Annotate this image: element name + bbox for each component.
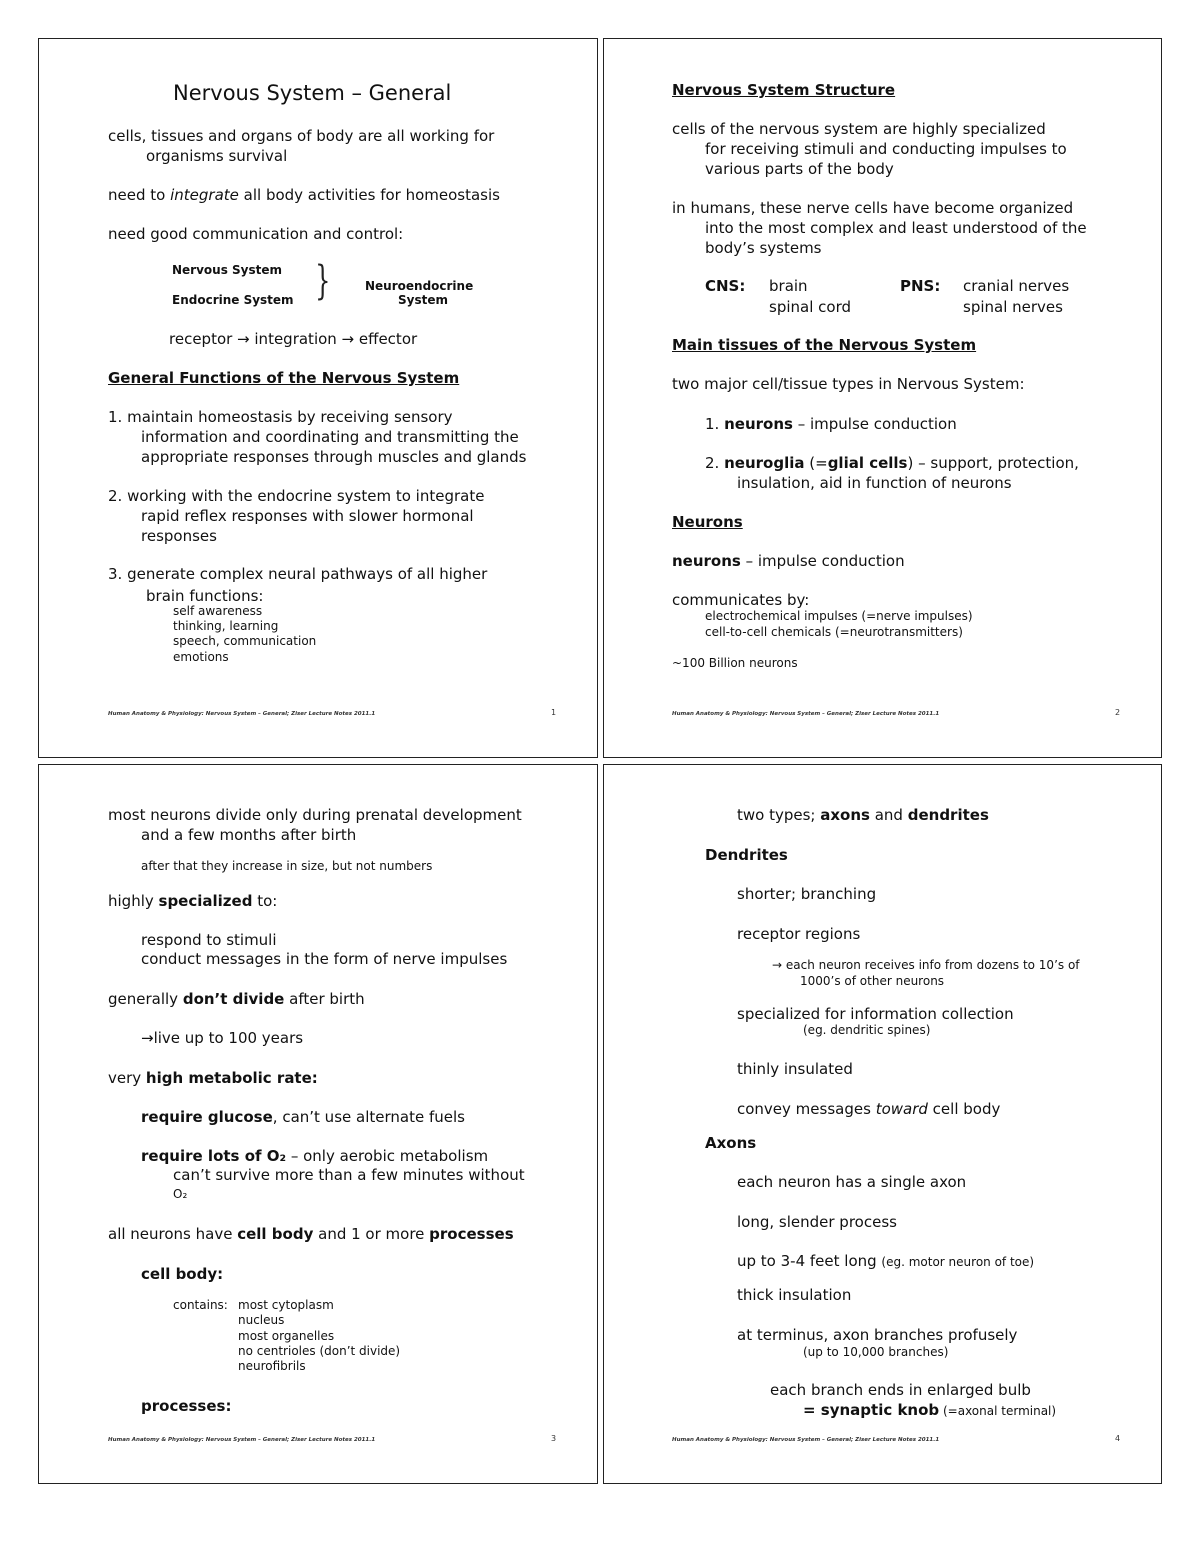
sub-item: cell-to-cell chemicals (=neurotransmitters) (705, 625, 963, 639)
paragraph: very high metabolic rate: (108, 1069, 318, 1087)
paragraph: thinly insulated (737, 1060, 853, 1078)
list-item: 1. neurons – impulse conduction (705, 415, 957, 433)
slide-1 (38, 38, 598, 758)
cns-label: CNS: (705, 277, 746, 295)
note: (eg. dendritic spines) (803, 1023, 931, 1037)
pns-label: PNS: (900, 277, 941, 295)
paragraph: conduct messages in the form of nerve impulses (141, 950, 508, 968)
paragraph: can’t survive more than a few minutes without (173, 1166, 525, 1184)
paragraph: O₂ (173, 1187, 188, 1201)
list-item: appropriate responses through muscles and glands (141, 448, 527, 466)
paragraph: = synaptic knob (=axonal terminal) (803, 1401, 1057, 1419)
sub-heading: Axons (705, 1134, 757, 1152)
page-number: 2 (1115, 708, 1121, 717)
system-label: Endocrine System (172, 293, 294, 307)
list-item: 2. working with the endocrine system to integrate (108, 487, 485, 505)
note: (up to 10,000 branches) (803, 1345, 949, 1359)
neuroendocrine-label: Neuroendocrine (365, 279, 474, 293)
paragraph: two major cell/tissue types in Nervous System: (672, 375, 1025, 393)
paragraph: all neurons have cell body and 1 or more processes (108, 1225, 514, 1243)
sub-item: most cytoplasm (238, 1298, 334, 1312)
sub-item: emotions (173, 650, 229, 664)
contains-label: contains: (173, 1298, 228, 1312)
sub-item: nucleus (238, 1313, 285, 1327)
sub-item: neurofibrils (238, 1359, 306, 1373)
slide-4 (603, 764, 1162, 1484)
paragraph: various parts of the body (705, 160, 894, 178)
sub-item: no centrioles (don’t divide) (238, 1344, 401, 1358)
paragraph: in humans, these nerve cells have become organized (672, 199, 1074, 217)
paragraph: require glucose, can’t use alternate fuels (141, 1108, 465, 1126)
sub-item: self awareness (173, 604, 263, 618)
list-item: brain functions: (146, 587, 264, 605)
page-number: 3 (551, 1434, 557, 1443)
paragraph: need good communication and control: (108, 225, 404, 243)
paragraph: →live up to 100 years (141, 1029, 304, 1047)
section-heading: Main tissues of the Nervous System (672, 336, 977, 354)
flow-line: receptor → integration → effector (169, 330, 418, 348)
paragraph: receptor regions (737, 925, 861, 943)
footer: Human Anatomy & Physiology: Nervous System – General; Ziser Lecture Notes 2011.1 (672, 1437, 940, 1443)
paragraph: generally don’t divide after birth (108, 990, 365, 1008)
slide-2 (603, 38, 1162, 758)
paragraph: respond to stimuli (141, 931, 277, 949)
sub-heading: Dendrites (705, 846, 788, 864)
note: after that they increase in size, but not numbers (141, 859, 433, 873)
cns-item: spinal cord (769, 298, 851, 316)
footer: Human Anatomy & Physiology: Nervous System – General; Ziser Lecture Notes 2011.1 (672, 711, 940, 717)
list-item: 3. generate complex neural pathways of all higher (108, 565, 488, 583)
paragraph: long, slender process (737, 1213, 897, 1231)
paragraph: ~100 Billion neurons (672, 656, 798, 670)
page-number: 1 (551, 708, 557, 717)
slide-title: Nervous System – General (173, 81, 452, 105)
sub-item: electrochemical impulses (=nerve impulses) (705, 609, 973, 623)
paragraph: and a few months after birth (141, 826, 357, 844)
paragraph: neurons – impulse conduction (672, 552, 905, 570)
note: → each neuron receives info from dozens to 10’s of (772, 958, 1080, 972)
sub-heading: cell body: (141, 1265, 224, 1283)
note: 1000’s of other neurons (800, 974, 945, 988)
paragraph: up to 3-4 feet long (eg. motor neuron of toe) (737, 1252, 1035, 1270)
paragraph: into the most complex and least understood of the (705, 219, 1087, 237)
footer: Human Anatomy & Physiology: Nervous System – General; Ziser Lecture Notes 2011.1 (108, 1437, 376, 1443)
list-item: information and coordinating and transmitting the (141, 428, 519, 446)
paragraph: convey messages toward cell body (737, 1100, 1001, 1118)
brace-icon: } (315, 258, 331, 304)
paragraph: most neurons divide only during prenatal development (108, 806, 522, 824)
cns-item: brain (769, 277, 808, 295)
paragraph: cells, tissues and organs of body are all working for (108, 127, 495, 145)
paragraph: thick insulation (737, 1286, 852, 1304)
paragraph: shorter; branching (737, 885, 877, 903)
paragraph: need to integrate all body activities for homeostasis (108, 186, 500, 204)
paragraph: highly specialized to: (108, 892, 278, 910)
list-item: 2. neuroglia (=glial cells) – support, protection, (705, 454, 1079, 472)
list-item: responses (141, 527, 217, 545)
paragraph: each neuron has a single axon (737, 1173, 967, 1191)
neuroendocrine-label: System (398, 293, 448, 307)
sub-item: most organelles (238, 1329, 335, 1343)
paragraph: organisms survival (146, 147, 288, 165)
paragraph: for receiving stimuli and conducting impulses to (705, 140, 1067, 158)
section-heading: Neurons (672, 513, 743, 531)
list-item: insulation, aid in function of neurons (737, 474, 1012, 492)
page-number: 4 (1115, 1434, 1121, 1443)
sub-item: speech, communication (173, 634, 317, 648)
sub-heading: processes: (141, 1397, 232, 1415)
footer: Human Anatomy & Physiology: Nervous System – General; Ziser Lecture Notes 2011.1 (108, 711, 376, 717)
slide-3 (38, 764, 598, 1484)
section-heading: General Functions of the Nervous System (108, 369, 460, 387)
paragraph: cells of the nervous system are highly specialized (672, 120, 1046, 138)
list-item: rapid reflex responses with slower hormonal (141, 507, 474, 525)
section-heading: Nervous System Structure (672, 81, 896, 99)
paragraph: specialized for information collection (737, 1005, 1014, 1023)
pns-item: spinal nerves (963, 298, 1063, 316)
paragraph: at terminus, axon branches profusely (737, 1326, 1018, 1344)
paragraph: two types; axons and dendrites (737, 806, 989, 824)
paragraph: body’s systems (705, 239, 822, 257)
list-item: 1. maintain homeostasis by receiving sensory (108, 408, 453, 426)
pns-item: cranial nerves (963, 277, 1070, 295)
system-label: Nervous System (172, 263, 283, 277)
sub-item: thinking, learning (173, 619, 279, 633)
paragraph: require lots of O₂ – only aerobic metabolism (141, 1147, 489, 1165)
paragraph: communicates by: (672, 591, 810, 609)
paragraph: each branch ends in enlarged bulb (770, 1381, 1031, 1399)
